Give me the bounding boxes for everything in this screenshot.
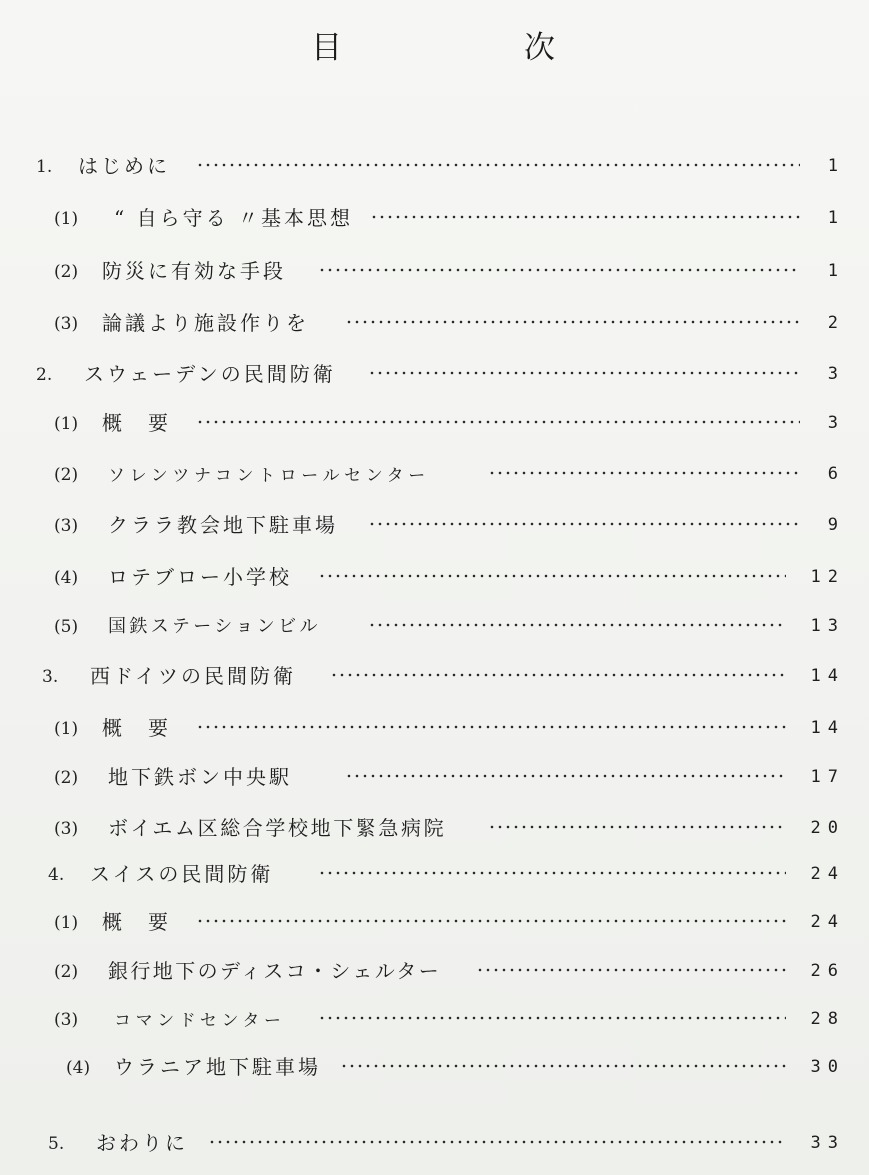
dot-leader: [368, 521, 800, 527]
toc-entry: [0, 712, 869, 744]
toc-entry-number: 2.: [36, 365, 53, 385]
toc-entry-title: 概 要: [102, 716, 171, 740]
toc-entry: [0, 1003, 869, 1035]
toc-entry-page: 2: [827, 313, 845, 333]
toc-entry-page: 24: [810, 864, 845, 884]
toc-entry: [0, 812, 869, 844]
toc-entry-number: (1): [54, 913, 79, 933]
toc-entry-title: コマンドセンター: [114, 1011, 286, 1031]
toc-entry: [0, 610, 869, 642]
toc-entry-page: 12: [810, 567, 845, 587]
dot-leader: [345, 319, 800, 325]
toc-entry-title: はじめに: [78, 154, 170, 178]
toc-entry-page: 1: [827, 208, 845, 228]
page-title-char-1: 目: [311, 30, 342, 66]
toc-entry: [0, 458, 869, 490]
toc-entry-title: 地下鉄ボン中央駅: [108, 765, 292, 789]
dot-leader: [488, 824, 786, 830]
toc-entry-number: (3): [54, 516, 79, 536]
page-title: [0, 28, 869, 72]
toc-entry: [0, 202, 869, 234]
toc-entry-number: (2): [54, 768, 79, 788]
toc-entry-page: 6: [827, 464, 845, 484]
toc-entry-title: 銀行地下のディスコ・シェルター: [108, 959, 442, 983]
toc-entry-page: 1: [827, 261, 845, 281]
toc-entry-title: クララ教会地下駐車場: [108, 513, 338, 537]
dot-leader: [318, 870, 786, 876]
toc-entry-number: (5): [54, 617, 79, 637]
toc-entry-number: 3.: [42, 667, 59, 687]
toc-entry-page: 20: [810, 818, 845, 838]
toc-entry: [0, 358, 869, 390]
dot-leader: [318, 573, 786, 579]
toc-entry: [0, 255, 869, 287]
toc-entry-title: 概 要: [102, 910, 171, 934]
toc-entry: [0, 407, 869, 439]
toc-entry: [0, 1127, 869, 1159]
toc-entry: [0, 307, 869, 339]
toc-entry-title: 防災に有効な手段: [102, 259, 286, 283]
dot-leader: [488, 470, 800, 476]
toc-entry-title: スイスの民間防衛: [90, 862, 274, 886]
toc-entry-number: 1.: [36, 157, 53, 177]
toc-entry-title: ウラニア地下駐車場: [114, 1055, 321, 1079]
toc-entry-page: 9: [827, 515, 845, 535]
toc-entry-page: 13: [810, 616, 845, 636]
toc-entry-number: (2): [54, 262, 79, 282]
toc-entry-title: “ 自ら守る 〃基本思想: [114, 206, 353, 230]
toc-entry-number: (2): [54, 962, 79, 982]
toc-entry-number: (1): [54, 209, 79, 229]
dot-leader: [318, 267, 800, 273]
toc-entry-page: 14: [810, 666, 845, 686]
toc-entry-page: 33: [810, 1133, 845, 1153]
dot-leader: [318, 1015, 786, 1021]
toc-entry-page: 14: [810, 718, 845, 738]
toc-entry: [0, 906, 869, 938]
toc-entry-number: (1): [54, 414, 79, 434]
toc-entry-title: 国鉄ステーションビル: [108, 616, 321, 637]
dot-leader: [196, 724, 786, 730]
toc-entry-title: ボイエム区総合学校地下緊急病院: [108, 816, 447, 840]
toc-entry-number: (3): [54, 314, 79, 334]
toc-entry-page: 1: [827, 156, 845, 176]
toc-entry-title: スウェーデンの民間防衛: [84, 362, 336, 386]
toc-entry-number: (4): [54, 568, 79, 588]
toc-entry-number: (3): [54, 1010, 79, 1030]
dot-leader: [368, 370, 800, 376]
dot-leader: [196, 162, 800, 168]
toc-entry-title: ロテブロー小学校: [108, 565, 292, 589]
toc-entry-number: (4): [66, 1058, 91, 1078]
toc-entry: [0, 561, 869, 593]
dot-leader: [196, 419, 800, 425]
toc-entry-title: 論議より施設作りを: [102, 311, 309, 335]
dot-leader: [370, 214, 800, 220]
toc-entry-number: 4.: [48, 865, 65, 885]
dot-leader: [345, 773, 786, 779]
toc-entry: [0, 858, 869, 890]
toc-entry: [0, 509, 869, 541]
toc-entry-page: 26: [810, 961, 845, 981]
toc-entry-number: (1): [54, 719, 79, 739]
dot-leader: [368, 622, 786, 628]
toc-entry-page: 24: [810, 912, 845, 932]
dot-leader: [330, 672, 786, 678]
toc-entry-page: 3: [827, 364, 845, 384]
toc-entry-page: 30: [810, 1057, 845, 1077]
dot-leader: [208, 1139, 786, 1145]
toc-entry-page: 28: [810, 1009, 845, 1029]
page-title-char-2: 次: [524, 30, 555, 66]
toc-entry: [0, 761, 869, 793]
dot-leader: [340, 1063, 786, 1069]
toc-entry: [0, 955, 869, 987]
toc-entry-title: 西ドイツの民間防衛: [90, 664, 296, 688]
toc-entry-page: 3: [827, 413, 845, 433]
toc-entry-title: おわりに: [96, 1131, 188, 1155]
toc-entry: [0, 1051, 869, 1083]
toc-entry-number: (2): [54, 465, 79, 485]
toc-entry-page: 17: [810, 767, 845, 787]
dot-leader: [476, 967, 786, 973]
toc-entry-title: ソレンツナコントロールセンター: [108, 466, 430, 486]
toc-entry-number: 5.: [48, 1134, 65, 1154]
toc-entry: [0, 150, 869, 182]
dot-leader: [196, 918, 786, 924]
toc-entry-title: 概 要: [102, 411, 171, 435]
toc-entry-number: (3): [54, 819, 79, 839]
toc-entry: [0, 660, 869, 692]
